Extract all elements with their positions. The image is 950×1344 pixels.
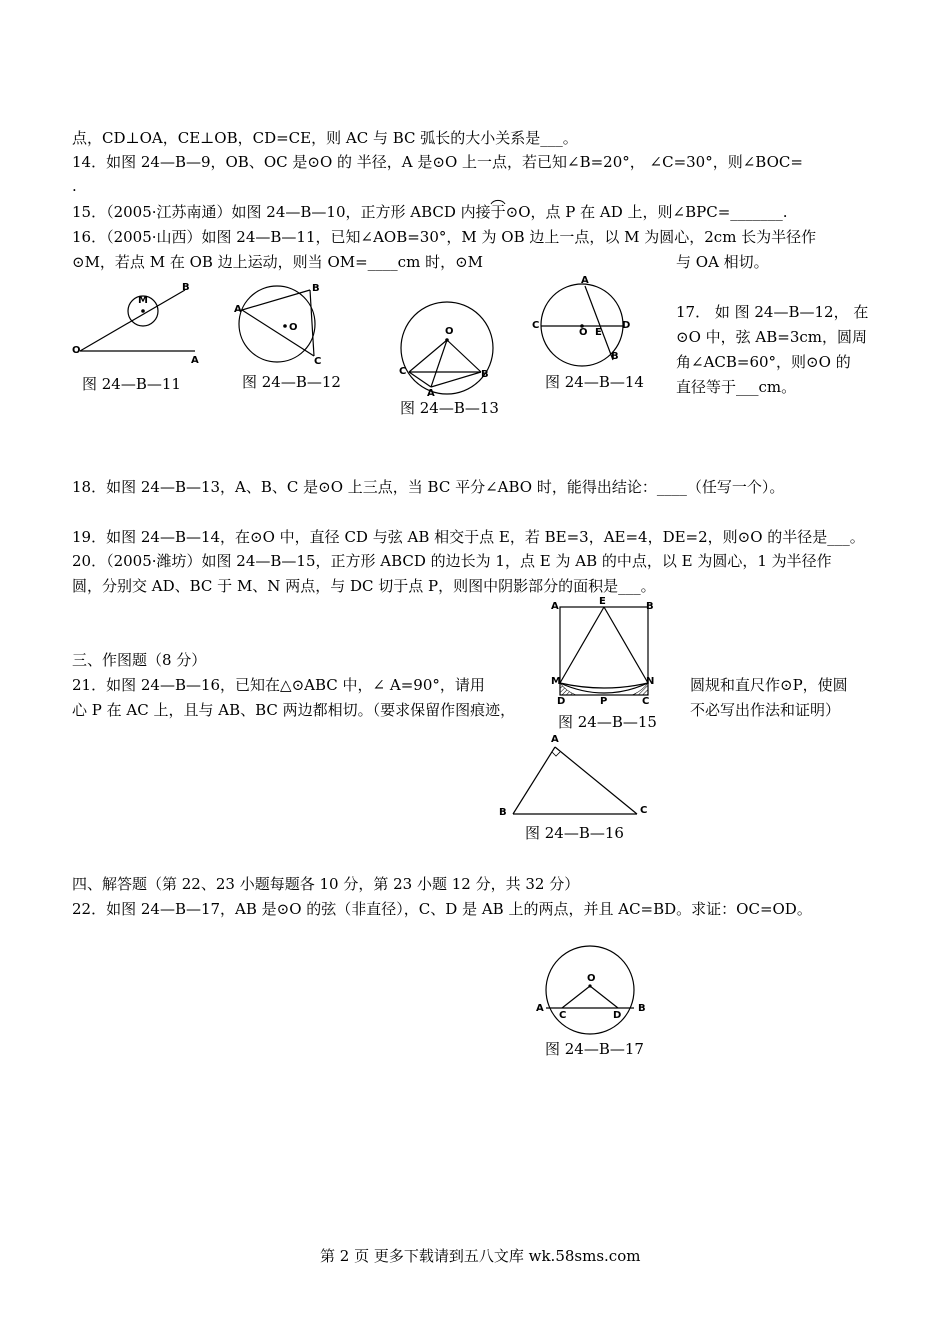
q17-line-3: 角∠ACB=60°，则⊙O 的 bbox=[676, 353, 851, 371]
q15-line: 15．（2005·江苏南通）如图 24—B—10，正方形 ABCD 内接于⊙O，点 P 在 AD 上，则∠BPC=_______. bbox=[72, 203, 788, 221]
section-4-title: 四、解答题（第 22、23 小题每题各 10 分，第 23 小题 12 分，共 32 分） bbox=[72, 875, 580, 893]
f11-caption: 图 24—B—11 bbox=[82, 375, 181, 393]
arc-mark-icon bbox=[489, 195, 507, 205]
f15-label-b: B bbox=[646, 601, 654, 612]
figure-24-b-15 bbox=[556, 603, 656, 703]
q20-line-2: 圆，分别交 AD、BC 于 M、N 两点，与 DC 切于点 P，则图中阴影部分的面积是___。 bbox=[72, 577, 656, 595]
f16-label-a: A bbox=[551, 734, 559, 745]
f17-label-a: A bbox=[536, 1003, 544, 1014]
figure-24-b-17 bbox=[535, 943, 645, 1038]
f17-label-b: B bbox=[638, 1003, 646, 1014]
q18-line: 18．如图 24—B—13，A、B、C 是⊙O 上三点，当 BC 平分∠ABO 时，能得出结论：____（任写一个）。 bbox=[72, 478, 785, 496]
f14-label-e: E bbox=[595, 327, 602, 338]
f11-label-b: B bbox=[182, 282, 190, 293]
figure-24-b-14 bbox=[535, 275, 635, 373]
page-footer: 第 2 页 更多下载请到五八文库 wk.58sms.com bbox=[320, 1247, 641, 1265]
f17-label-o: O bbox=[587, 973, 596, 984]
f14-label-d: D bbox=[622, 320, 631, 331]
f11-label-m: M bbox=[138, 295, 148, 306]
q17-line-1: 17． 如 图 24—B—12， 在 bbox=[676, 303, 869, 321]
q21-line-1a: 21．如图 24—B—16，已知在△⊙ABC 中，∠ A=90°，请用 bbox=[72, 676, 485, 694]
f15-caption: 图 24—B—15 bbox=[558, 713, 657, 731]
f17-label-c: C bbox=[559, 1010, 567, 1021]
f17-caption: 图 24—B—17 bbox=[545, 1040, 644, 1058]
f12-label-a: A bbox=[234, 304, 242, 315]
f13-label-o: O bbox=[445, 326, 454, 337]
f13-label-a: A bbox=[427, 388, 435, 399]
f14-caption: 图 24—B—14 bbox=[545, 373, 644, 391]
q21-line-2a: 心 P 在 AC 上，且与 AB、BC 两边都相切。（要求保留作图痕迹， bbox=[72, 701, 516, 719]
q13-line: 点，CD⊥OA，CE⊥OB，CD=CE，则 AC 与 BC 弧长的大小关系是___。 bbox=[72, 129, 578, 147]
f15-label-c: C bbox=[642, 696, 650, 707]
f16-label-b: B bbox=[499, 807, 507, 818]
q14-line-2: . bbox=[72, 177, 77, 195]
q16-line-2b: 与 OA 相切。 bbox=[676, 253, 769, 271]
f12-label-o: O bbox=[289, 322, 298, 333]
q21-line-2b: 不必写出作法和证明） bbox=[690, 701, 841, 719]
q16-line-1: 16．（2005·山西）如图 24—B—11，已知∠AOB=30°，M 为 OB 边上一点，以 M 为圆心，2cm 长为半径作 bbox=[72, 228, 817, 246]
f14-label-b: B bbox=[611, 351, 619, 362]
f15-label-m: M bbox=[551, 676, 561, 687]
q20-line-1: 20．（2005·潍坊）如图 24—B—15，正方形 ABCD 的边长为 1，点 E 为 AB 的中点，以 E 为圆心，1 为半径作 bbox=[72, 552, 832, 570]
f16-caption: 图 24—B—16 bbox=[525, 824, 624, 842]
figure-24-b-16 bbox=[505, 738, 655, 823]
f15-label-e: E bbox=[599, 596, 606, 607]
q22-line: 22．如图 24—B—17，AB 是⊙O 的弦（非直径），C、D 是 AB 上的两点，并且 AC=BD。求证：OC=OD。 bbox=[72, 900, 812, 918]
q14-line-1: 14．如图 24—B—9，OB、OC 是⊙O 的 半径，A 是⊙O 上一点，若已知∠B=20°， ∠C=30°，则∠BOC= bbox=[72, 153, 803, 171]
f11-label-a: A bbox=[191, 355, 199, 366]
q17-line-4: 直径等于___cm。 bbox=[676, 378, 797, 396]
f11-label-o: O bbox=[72, 345, 81, 356]
f17-label-d: D bbox=[613, 1010, 622, 1021]
f12-label-b: B bbox=[312, 283, 320, 294]
q17-line-2: ⊙O 中，弦 AB=3cm，圆周 bbox=[676, 328, 867, 346]
f13-label-c: C bbox=[399, 366, 407, 377]
f13-caption: 图 24—B—13 bbox=[400, 399, 499, 417]
f13-label-b: B bbox=[481, 369, 489, 380]
q19-line: 19．如图 24—B—14，在⊙O 中，直径 CD 与弦 AB 相交于点 E，若 BE=3，AE=4，DE=2，则⊙O 的半径是___。 bbox=[72, 528, 865, 546]
q21-line-1b: 圆规和直尺作⊙P，使圆 bbox=[690, 676, 848, 694]
f15-label-a: A bbox=[551, 601, 559, 612]
figure-24-b-13 bbox=[395, 298, 500, 398]
f14-label-o: O bbox=[579, 327, 588, 338]
f15-label-p: P bbox=[600, 696, 608, 707]
f14-label-a: A bbox=[581, 275, 589, 286]
f12-label-c: C bbox=[314, 356, 322, 367]
f16-label-c: C bbox=[640, 805, 648, 816]
f12-caption: 图 24—B—12 bbox=[242, 373, 341, 391]
f15-label-d: D bbox=[557, 696, 566, 707]
q16-line-2a: ⊙M，若点 M 在 OB 边上运动，则当 OM=____cm 时，⊙M bbox=[72, 253, 483, 271]
f15-label-n: N bbox=[646, 676, 655, 687]
section-3-title: 三、作图题（8 分） bbox=[72, 651, 207, 669]
f14-label-c: C bbox=[532, 320, 540, 331]
